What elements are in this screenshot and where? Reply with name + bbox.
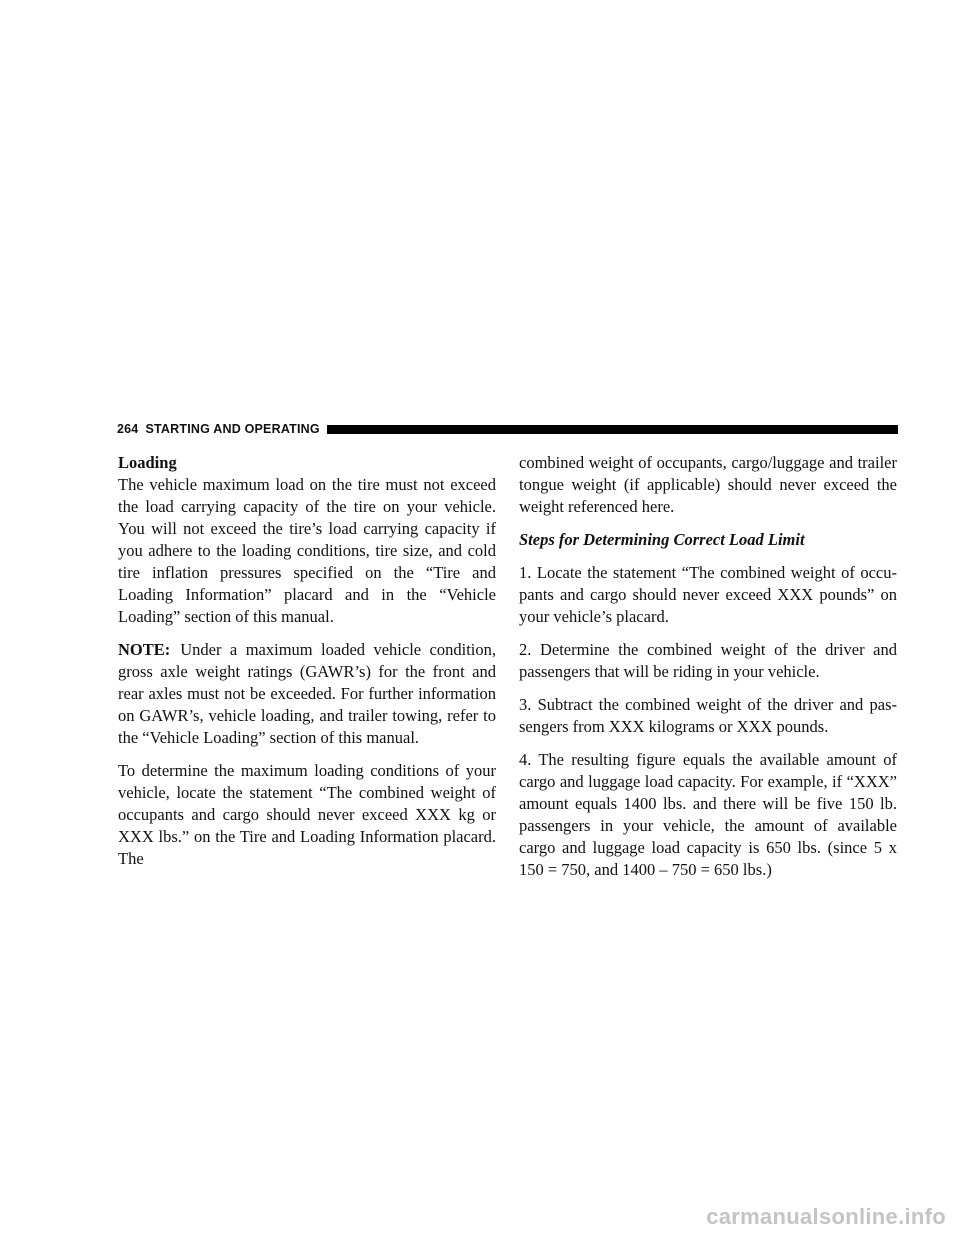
steps-subheading: Steps for Determining Correct Load Limit <box>519 530 805 549</box>
continuation-paragraph: combined weight of occupants, cargo/luggage and trailer tongue weight (if applicable) should never exceed the weight referenced here. <box>519 453 897 516</box>
left-column <box>118 452 496 870</box>
max-loading-paragraph: To determine the maximum loading conditions of your vehicle, locate the statement “The combined weight of occupants and cargo should never exceed XXX kg or XXX lbs.” on the Tire and Loading Information placard. The <box>118 761 496 868</box>
step-2: 2. Determine the combined weight of the driver and passengers that will be riding in your vehicle. <box>519 640 897 681</box>
note-text: Under a maximum loaded vehicle condition, gross axle weight ratings (GAWR’s) for the front and rear axles must not be exceeded. For further information on GAWR’s, vehicle loading, and trailer towing, refer to the “Vehicle Loading” section of this manual. <box>118 640 496 747</box>
header-rule <box>327 425 898 434</box>
note-paragraph <box>118 639 496 749</box>
loading-heading: Loading <box>118 453 177 472</box>
loading-paragraph: The vehicle maximum load on the tire must not exceed the load carrying capacity of the tire on your vehicle. You will not exceed the tire’s load carrying capacity if you adhere to the loading conditions, tire size, and cold tire inflation pressures specified on the “Tire and Loading Information” placard and in the “Vehicle Loading” section of this manual. <box>118 475 496 626</box>
step-4: 4. The resulting figure equals the available amount of cargo and luggage load capacity. For example, if “XXX” amount equals 1400 lbs. and there will be five 150 lb. passengers in your vehicle, the amount of available cargo and luggage load capacity is 650 lbs. (since 5 x 150 = 750, and 1400 – 750 = 650 lbs.) <box>519 750 897 879</box>
watermark: carmanualsonline.info <box>706 1204 946 1229</box>
step-1: 1. Locate the statement “The combined weight of occu-pants and cargo should never exceed XXX pounds” on your vehicle’s placard. <box>519 563 897 626</box>
right-column <box>519 452 897 881</box>
note-label: NOTE: <box>118 640 171 659</box>
step-3: 3. Subtract the combined weight of the driver and pas-sengers from XXX kilograms or XXX pounds. <box>519 695 897 736</box>
page-number: 264 <box>117 422 139 436</box>
section-title: STARTING AND OPERATING <box>145 422 320 436</box>
running-header <box>117 421 898 437</box>
